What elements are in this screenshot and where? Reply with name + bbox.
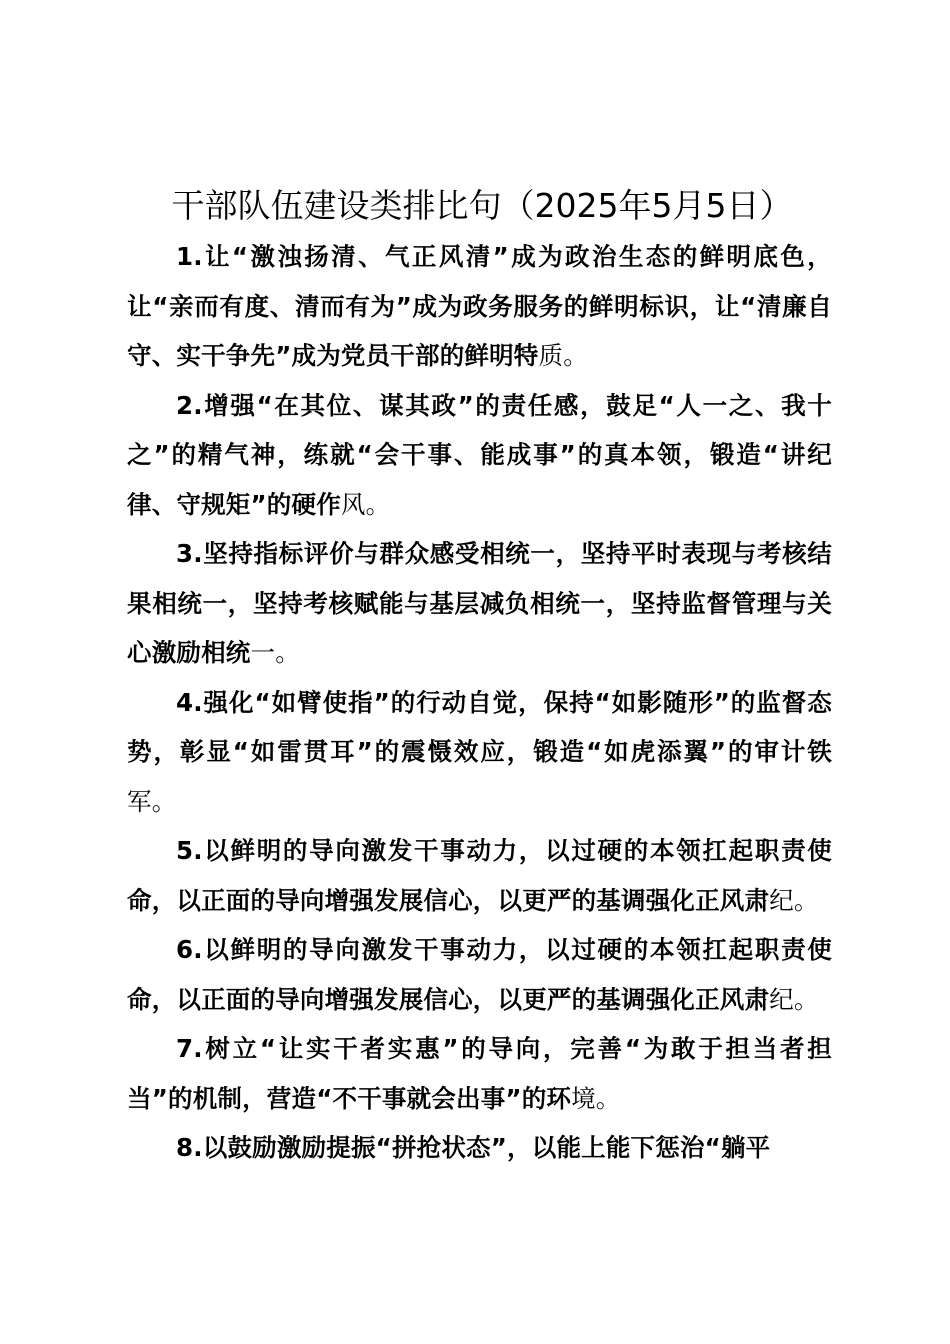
paragraph-4 — [127, 678, 832, 827]
paragraph-tail: 质。 — [538, 341, 588, 370]
paragraph-3 — [127, 529, 832, 678]
paragraph-7 — [127, 1024, 832, 1123]
document-body — [127, 232, 832, 1173]
paragraph-5 — [127, 826, 832, 925]
paragraph-tail: 纪。 — [769, 984, 819, 1014]
paragraph-tail: 一。 — [250, 638, 300, 667]
paragraph-text: 2.增强“在其位、谋其政”的责任感，鼓足“人一之、我十之”的精气神，练就“会干事、能成事”的真本领，锻造“讲纪律、守规矩”的硬作 — [127, 390, 832, 519]
document-title: 干部队伍建设类排比句（2025年5月5日） — [171, 186, 793, 225]
paragraph-text: 8.以鼓励激励提振“拼抢状态”，以能上能下惩治“躺平 — [176, 1133, 771, 1162]
paragraph-tail: 纪。 — [769, 885, 819, 915]
paragraph-tail: 境。 — [571, 1083, 621, 1113]
paragraph-tail: 军。 — [127, 786, 177, 816]
paragraph-text: 3.坚持指标评价与群众感受相统一，坚持平时表现与考核结果相统一，坚持考核赋能与基层减负相统一，坚持监督管理与关心激励相统 — [127, 539, 832, 667]
paragraph-8 — [127, 1123, 832, 1173]
paragraph-1 — [127, 232, 832, 381]
paragraph-2 — [127, 381, 832, 530]
paragraph-text: 4.强化“如臂使指”的行动自觉，保持“如影随形”的监督态势，彰显“如雷贯耳”的震慑效应，锻造“如虎添翼”的审计铁 — [127, 687, 832, 766]
paragraph-text: 1.让“激浊扬清、气正风清”成为政治生态的鲜明底色，让“亲而有度、清而有为”成为政务服务的鲜明标识，让“清廉自守、实干争先”成为党员干部的鲜明特 — [127, 242, 832, 370]
paragraph-text: 5.以鲜明的导向激发干事动力，以过硬的本领扛起职责使命，以正面的导向增强发展信心，以更严的基调强化正风肃 — [127, 836, 832, 915]
paragraph-6 — [127, 925, 832, 1024]
paragraph-text: 7.树立“让实干者实惠”的导向，完善“为敢于担当者担当”的机制，营造“不干事就会出事”的环 — [127, 1034, 832, 1113]
paragraph-tail: 风。 — [340, 489, 391, 519]
paragraph-text: 6.以鲜明的导向激发干事动力，以过硬的本领扛起职责使命，以正面的导向增强发展信心，以更严的基调强化正风肃 — [127, 935, 832, 1014]
